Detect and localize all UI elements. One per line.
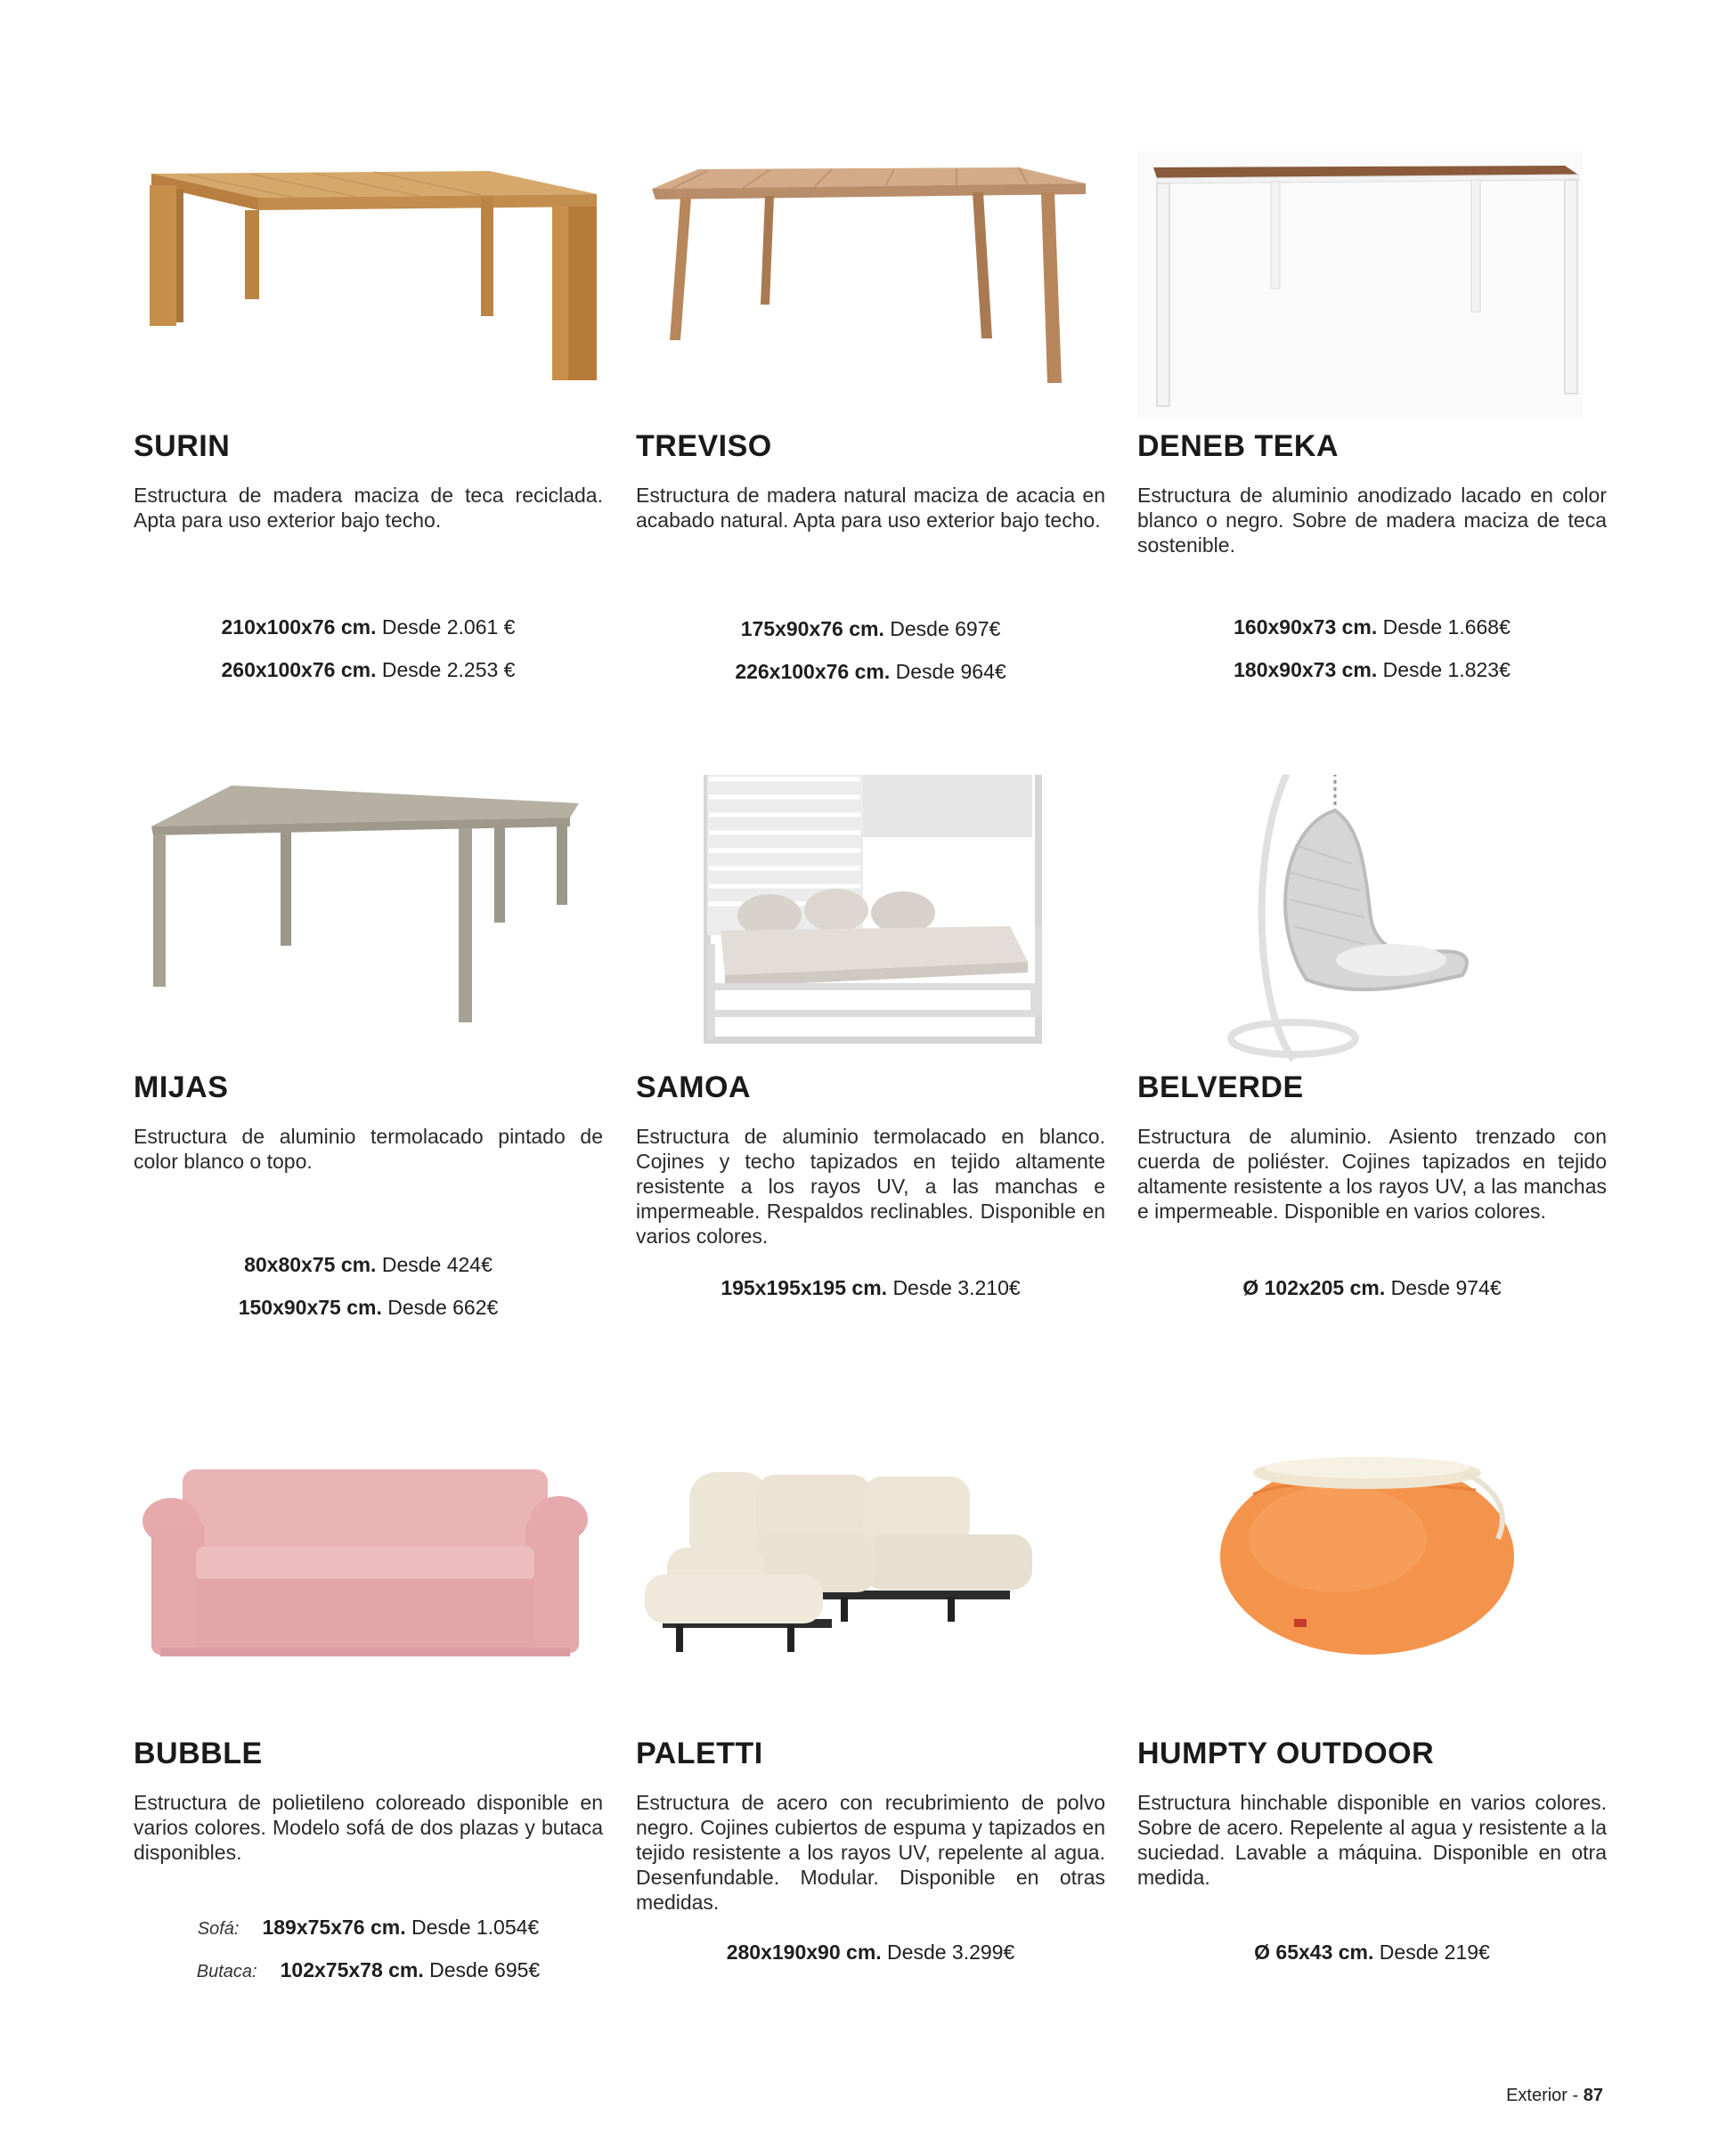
bubble-sofa-image <box>134 1441 603 1735</box>
product-title: BUBBLE <box>134 1737 263 1770</box>
product-samoa <box>636 775 1105 1398</box>
product-description: Estructura hinchable disponible en varios colores. Sobre de acero. Repelente al agua y resistente a la suciedad. Lavable a máquina. Disponible en otra medida. <box>1137 1791 1607 1889</box>
dimensions: Ø 65x43 cm. <box>1254 1940 1374 1964</box>
product-description: Estructura de aluminio termolacado pintado de color blanco o topo. <box>134 1125 603 1173</box>
price-line <box>134 606 603 648</box>
product-deneb-teka <box>1137 134 1607 757</box>
price-list <box>134 606 603 691</box>
product-description: Estructura de madera maciza de teca reciclada. Apta para uso exterior bajo techo. <box>134 484 603 532</box>
product-title: MIJAS <box>134 1070 229 1104</box>
price-list <box>636 1931 1105 1973</box>
product-treviso <box>636 134 1105 757</box>
price-line <box>636 1931 1105 1973</box>
price: Desde 1.054€ <box>411 1916 540 1939</box>
product-description: Estructura de acero con recubrimiento de polvo negro. Cojines cubiertos de espuma y tapizados en tejido resistente a los rayos UV, repelente al agua. Desenfundable. Modular. Disponible en otras medidas. <box>636 1791 1105 1914</box>
dimensions: 195x195x195 cm. <box>721 1276 888 1299</box>
samoa-daybed-image <box>636 775 1105 1069</box>
product-surin <box>134 134 603 757</box>
price-line <box>1137 606 1607 648</box>
price: Desde 2.253 € <box>381 658 516 681</box>
price-line <box>636 650 1105 693</box>
price: Desde 3.210€ <box>892 1276 1021 1299</box>
dimensions: Ø 102x205 cm. <box>1242 1276 1386 1299</box>
price: Desde 2.061 € <box>381 615 516 639</box>
section-name: Exterior - <box>1506 2086 1579 2105</box>
page-number: 87 <box>1583 2086 1603 2105</box>
price-line <box>134 1243 603 1286</box>
price-line <box>134 1949 603 1991</box>
product-title: BELVERDE <box>1137 1070 1304 1104</box>
price: Desde 662€ <box>387 1296 499 1319</box>
mijas-table-image <box>134 775 603 1069</box>
price-list <box>134 1243 603 1329</box>
product-title: DENEB TEKA <box>1137 429 1340 463</box>
price-label: Sofá: <box>197 1919 240 1939</box>
product-description: Estructura de aluminio anodizado lacado en color blanco o negro. Sobre de madera maciza de teca sostenible. <box>1137 484 1607 557</box>
product-title: SURIN <box>134 429 231 463</box>
price: Desde 974€ <box>1390 1276 1502 1299</box>
price: Desde 219€ <box>1379 1940 1490 1964</box>
product-bubble <box>134 1441 603 2064</box>
product-description: Estructura de madera natural maciza de acacia en acabado natural. Apta para uso exterior bajo techo. <box>636 484 1105 532</box>
price-line <box>1137 1931 1607 1973</box>
dimensions: 210x100x76 cm. <box>221 615 377 639</box>
price: Desde 964€ <box>895 660 1006 683</box>
price: Desde 3.299€ <box>887 1940 1015 1964</box>
price-list <box>1137 1266 1607 1309</box>
belverde-hanging-chair-image <box>1137 775 1607 1069</box>
price: Desde 424€ <box>381 1253 493 1276</box>
product-description: Estructura de polietileno coloreado disponible en varios colores. Modelo sofá de dos plazas y butaca disponibles. <box>134 1791 603 1864</box>
price-list <box>1137 1931 1607 1973</box>
price: Desde 697€ <box>890 617 1001 640</box>
dimensions: 150x90x75 cm. <box>238 1296 382 1319</box>
price-line <box>636 607 1105 650</box>
product-title: PALETTI <box>636 1737 763 1770</box>
price-line <box>1137 648 1607 691</box>
price-line <box>134 1286 603 1329</box>
dimensions: 180x90x73 cm. <box>1234 658 1378 681</box>
price-label: Butaca: <box>196 1962 257 1981</box>
product-title: TREVISO <box>636 429 772 463</box>
price-line <box>134 1906 603 1949</box>
price-list <box>636 607 1105 693</box>
price-list <box>134 1906 603 1991</box>
dimensions: 260x100x76 cm. <box>221 658 377 681</box>
product-description: Estructura de aluminio. Asiento trenzado con cuerda de poliéster. Cojines tapizados en tejido altamente resistente a los rayos UV, a las manchas e impermeable. Disponible en varios colores. <box>1137 1125 1607 1223</box>
price: Desde 1.823€ <box>1382 658 1510 681</box>
page-footer <box>1506 2086 1603 2106</box>
price-line <box>636 1266 1105 1309</box>
price-list <box>636 1266 1105 1309</box>
product-mijas <box>134 775 603 1398</box>
product-title: HUMPTY OUTDOOR <box>1137 1737 1435 1770</box>
price: Desde 1.668€ <box>1382 615 1510 639</box>
humpty-outdoor-pouf-image <box>1137 1441 1607 1735</box>
product-belverde <box>1137 775 1607 1398</box>
price-line <box>1137 1266 1607 1309</box>
product-description: Estructura de aluminio termolacado en blanco. Cojines y techo tapizados en tejido altamente resistente a los rayos UV, a las manchas e impermeable. Respaldos reclinables. Disponible en varios colores. <box>636 1125 1105 1248</box>
treviso-table-image <box>636 134 1105 427</box>
price-line <box>134 648 603 691</box>
dimensions: 226x100x76 cm. <box>735 660 891 683</box>
paletti-modular-sofa-image <box>636 1441 1105 1735</box>
dimensions: 189x75x76 cm. <box>262 1916 406 1939</box>
deneb-teka-table-image <box>1137 134 1607 427</box>
dimensions: 80x80x75 cm. <box>244 1253 377 1276</box>
dimensions: 160x90x73 cm. <box>1234 615 1378 639</box>
product-title: SAMOA <box>636 1070 752 1104</box>
dimensions: 280x190x90 cm. <box>726 1940 882 1964</box>
price: Desde 695€ <box>429 1958 541 1981</box>
dimensions: 175x90x76 cm. <box>740 617 884 640</box>
product-humpty-outdoor <box>1137 1441 1607 2064</box>
product-paletti <box>636 1441 1105 2064</box>
dimensions: 102x75x78 cm. <box>280 1958 424 1981</box>
surin-table-image <box>134 134 603 427</box>
price-list <box>1137 606 1607 691</box>
